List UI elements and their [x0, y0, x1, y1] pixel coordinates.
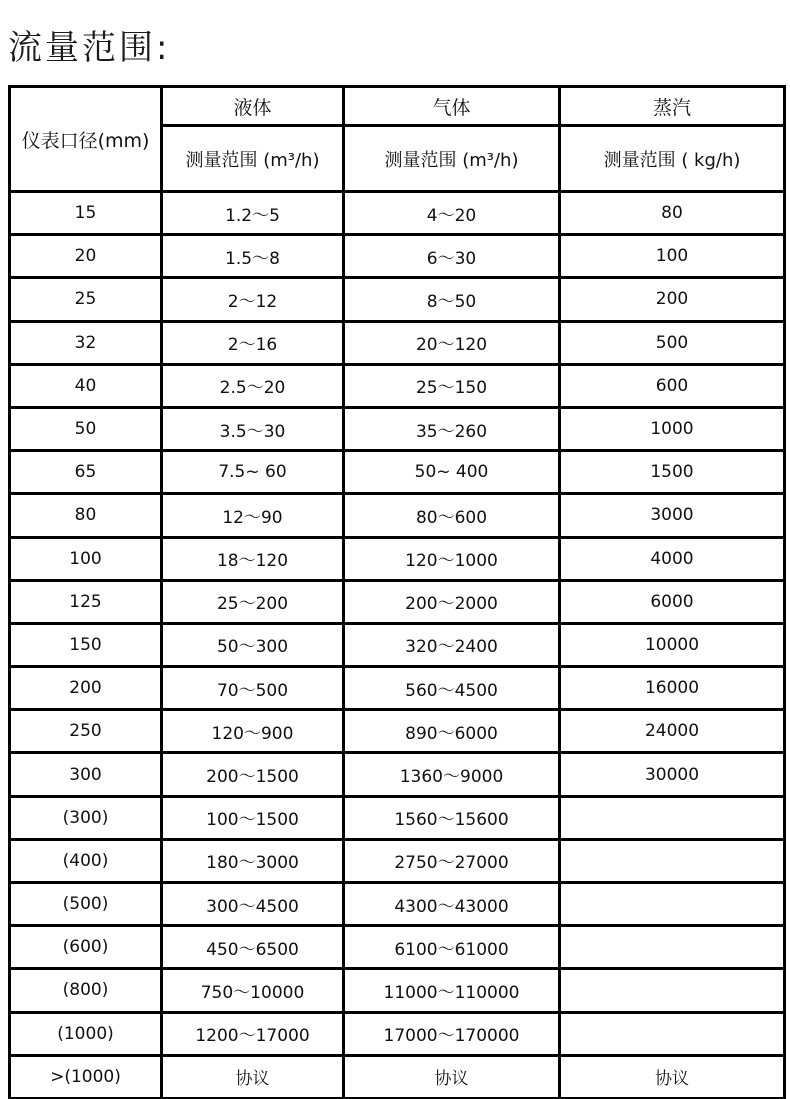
- liquid-range-cell: 12～90: [162, 494, 344, 537]
- gas-range-cell: 80～600: [344, 494, 560, 537]
- table-row: [10, 451, 785, 494]
- diameter-cell: 200: [10, 667, 162, 710]
- steam-range-cell: [560, 839, 785, 882]
- liquid-range-cell: 450～6500: [162, 926, 344, 969]
- steam-range-cell: 600: [560, 364, 785, 407]
- liquid-range-cell: 1200～17000: [162, 1012, 344, 1055]
- diameter-cell: 300: [10, 753, 162, 796]
- liquid-range-cell: 2～16: [162, 321, 344, 364]
- gas-range-cell: 35～260: [344, 407, 560, 450]
- diameter-cell: (300): [10, 796, 162, 839]
- gas-range-cell: 6～30: [344, 235, 560, 278]
- table-row: [10, 753, 785, 796]
- gas-range-cell: 20～120: [344, 321, 560, 364]
- liquid-range-cell: 协议: [162, 1055, 344, 1098]
- diameter-cell: 15: [10, 192, 162, 235]
- liquid-range-cell: 300～4500: [162, 883, 344, 926]
- table-row: [10, 796, 785, 839]
- liquid-range-cell: 750～10000: [162, 969, 344, 1012]
- table-row: [10, 580, 785, 623]
- liquid-range-cell: 2～12: [162, 278, 344, 321]
- diameter-cell: 40: [10, 364, 162, 407]
- steam-range-cell: 100: [560, 235, 785, 278]
- liquid-range-cell: 180～3000: [162, 839, 344, 882]
- flow-range-table: [8, 85, 786, 1099]
- steam-range-cell: 16000: [560, 667, 785, 710]
- liquid-range-cell: 120～900: [162, 710, 344, 753]
- steam-range-cell: 协议: [560, 1055, 785, 1098]
- diameter-cell: (1000): [10, 1012, 162, 1055]
- diameter-cell: (400): [10, 839, 162, 882]
- gas-range-cell: 50~ 400: [344, 451, 560, 494]
- diameter-cell: >(1000): [10, 1055, 162, 1098]
- table-row: [10, 969, 785, 1012]
- table-row: [10, 883, 785, 926]
- gas-range-cell: 8～50: [344, 278, 560, 321]
- diameter-cell: 250: [10, 710, 162, 753]
- subheader-gas-range: 测量范围 (m³/h): [344, 126, 560, 192]
- table-row: [10, 235, 785, 278]
- table-row: [10, 710, 785, 753]
- steam-range-cell: 10000: [560, 623, 785, 666]
- diameter-cell: (600): [10, 926, 162, 969]
- table-row: [10, 321, 785, 364]
- diameter-cell: (500): [10, 883, 162, 926]
- gas-range-cell: 2750～27000: [344, 839, 560, 882]
- liquid-range-cell: 3.5～30: [162, 407, 344, 450]
- steam-range-cell: [560, 969, 785, 1012]
- liquid-range-cell: 200～1500: [162, 753, 344, 796]
- steam-range-cell: [560, 883, 785, 926]
- steam-range-cell: 1000: [560, 407, 785, 450]
- header-group-row: [10, 87, 785, 126]
- table-row: [10, 623, 785, 666]
- subheader-liquid-range: 测量范围 (m³/h): [162, 126, 344, 192]
- table-row: [10, 667, 785, 710]
- gas-range-cell: 协议: [344, 1055, 560, 1098]
- diameter-cell: 32: [10, 321, 162, 364]
- diameter-cell: 50: [10, 407, 162, 450]
- gas-range-cell: 200～2000: [344, 580, 560, 623]
- table-row: [10, 1055, 785, 1098]
- liquid-range-cell: 70～500: [162, 667, 344, 710]
- table-row: [10, 839, 785, 882]
- table-row: [10, 278, 785, 321]
- gas-range-cell: 120～1000: [344, 537, 560, 580]
- steam-range-cell: 24000: [560, 710, 785, 753]
- group-header-liquid: 液体: [162, 87, 344, 126]
- steam-range-cell: 6000: [560, 580, 785, 623]
- gas-range-cell: 890～6000: [344, 710, 560, 753]
- table-header: [10, 87, 785, 192]
- gas-range-cell: 1360～9000: [344, 753, 560, 796]
- table-row: [10, 192, 785, 235]
- liquid-range-cell: 1.5～8: [162, 235, 344, 278]
- liquid-range-cell: 7.5~ 60: [162, 451, 344, 494]
- diameter-cell: 80: [10, 494, 162, 537]
- gas-range-cell: 4300～43000: [344, 883, 560, 926]
- liquid-range-cell: 2.5～20: [162, 364, 344, 407]
- table-row: [10, 407, 785, 450]
- diameter-cell: 65: [10, 451, 162, 494]
- steam-range-cell: 500: [560, 321, 785, 364]
- group-header-gas: 气体: [344, 87, 560, 126]
- gas-range-cell: 11000～110000: [344, 969, 560, 1012]
- diameter-cell: (800): [10, 969, 162, 1012]
- gas-range-cell: 1560～15600: [344, 796, 560, 839]
- steam-range-cell: [560, 926, 785, 969]
- page-title: 流量范围:: [8, 28, 171, 68]
- subheader-steam-range: 测量范围 ( kg/h): [560, 126, 785, 192]
- liquid-range-cell: 100～1500: [162, 796, 344, 839]
- diameter-column-header: 仪表口径(mm): [10, 87, 162, 192]
- diameter-cell: 125: [10, 580, 162, 623]
- steam-range-cell: 80: [560, 192, 785, 235]
- liquid-range-cell: 50～300: [162, 623, 344, 666]
- table-row: [10, 537, 785, 580]
- group-header-steam: 蒸汽: [560, 87, 785, 126]
- table-row: [10, 364, 785, 407]
- steam-range-cell: 4000: [560, 537, 785, 580]
- gas-range-cell: 4～20: [344, 192, 560, 235]
- diameter-cell: 100: [10, 537, 162, 580]
- steam-range-cell: 3000: [560, 494, 785, 537]
- steam-range-cell: 30000: [560, 753, 785, 796]
- table-row: [10, 1012, 785, 1055]
- steam-range-cell: [560, 1012, 785, 1055]
- gas-range-cell: 25～150: [344, 364, 560, 407]
- diameter-cell: 25: [10, 278, 162, 321]
- steam-range-cell: 1500: [560, 451, 785, 494]
- diameter-cell: 150: [10, 623, 162, 666]
- gas-range-cell: 6100～61000: [344, 926, 560, 969]
- liquid-range-cell: 25～200: [162, 580, 344, 623]
- liquid-range-cell: 1.2～5: [162, 192, 344, 235]
- diameter-cell: 20: [10, 235, 162, 278]
- liquid-range-cell: 18～120: [162, 537, 344, 580]
- steam-range-cell: 200: [560, 278, 785, 321]
- steam-range-cell: [560, 796, 785, 839]
- table-row: [10, 926, 785, 969]
- gas-range-cell: 17000～170000: [344, 1012, 560, 1055]
- table-row: [10, 494, 785, 537]
- table-body: [10, 192, 785, 1099]
- gas-range-cell: 560～4500: [344, 667, 560, 710]
- gas-range-cell: 320～2400: [344, 623, 560, 666]
